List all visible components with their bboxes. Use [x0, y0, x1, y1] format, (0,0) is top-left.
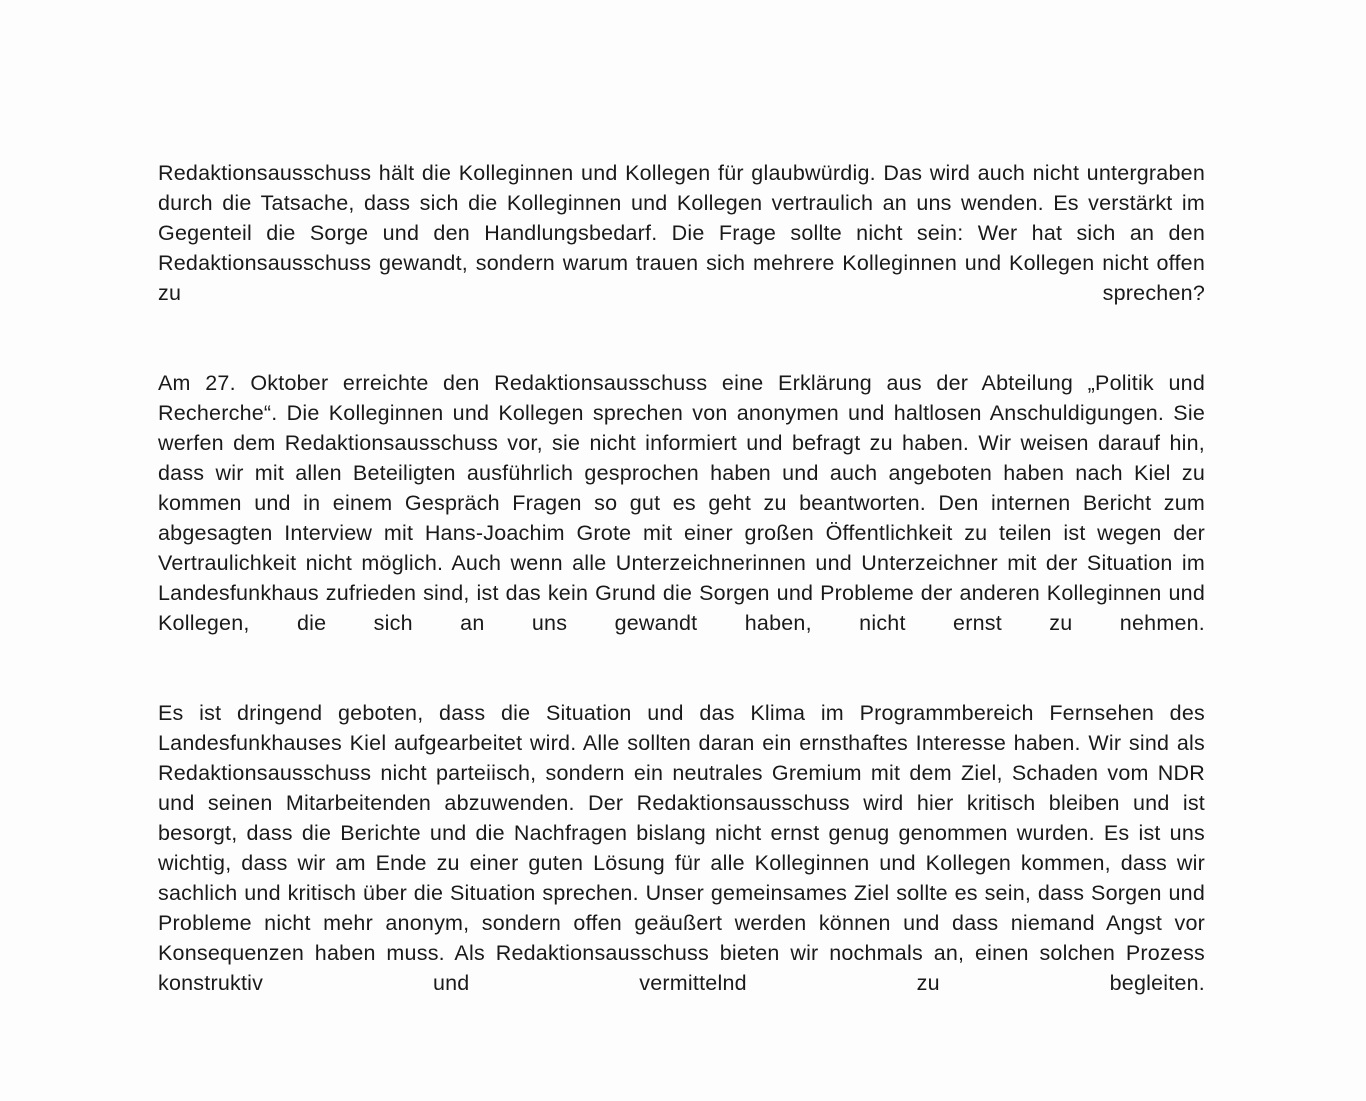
- paragraph-1: Redaktionsausschuss hält die Kolleginnen und Kollegen für glaubwürdig. Das wird auch nicht untergraben durch die Tatsache, dass sich die Kolleginnen und Kollegen vertraulich an uns wenden. Es verstärkt im Gegenteil die Sorge und den Handlungsbedarf. Die Frage sollte nicht sein: Wer hat sich an den Redaktionsausschuss gewandt, sondern warum trauen sich mehrere Kolleginnen und Kollegen nicht offen zu sprechen?: [158, 161, 1205, 305]
- paragraph-2: Am 27. Oktober erreichte den Redaktionsausschuss eine Erklärung aus der Abteilung „Politik und Recherche“. Die Kolleginnen und Kollegen sprechen von anonymen und haltlosen Anschuldigungen. Sie werfen dem Redaktionsausschuss vor, sie nicht informiert und befragt zu haben. Wir weisen darauf hin, dass wir mit allen Beteiligten ausführlich gesprochen haben und auch angeboten haben nach Kiel zu kommen und in einem Gespräch Fragen so gut es geht zu beantworten. Den internen Bericht zum abgesagten Interview mit Hans-Joachim Grote mit einer großen Öffentlichkeit zu teilen ist wegen der Vertraulichkeit nicht möglich. Auch wenn alle Unterzeichnerinnen und Unterzeichner mit der Situation im Landesfunkhaus zufrieden sind, ist das kein Grund die Sorgen und Probleme der anderen Kolleginnen und Kollegen, die sich an uns gewandt haben, nicht ernst zu nehmen.: [158, 371, 1205, 635]
- document-text-column: [158, 158, 1205, 1028]
- paragraph-3: Es ist dringend geboten, dass die Situation und das Klima im Programmbereich Fernsehen des Landesfunkhauses Kiel aufgearbeitet wird. Alle sollten daran ein ernsthaftes Interesse haben. Wir sind als Redaktionsausschuss nicht parteiisch, sondern ein neutrales Gremium mit dem Ziel, Schaden vom NDR und seinen Mitarbeitenden abzuwenden. Der Redaktionsausschuss wird hier kritisch bleiben und ist besorgt, dass die Berichte und die Nachfragen bislang nicht ernst genug genommen wurden. Es ist uns wichtig, dass wir am Ende zu einer guten Lösung für alle Kolleginnen und Kollegen kommen, dass wir sachlich und kritisch über die Situation sprechen. Unser gemeinsames Ziel sollte es sein, dass Sorgen und Probleme nicht mehr anonym, sondern offen geäußert werden können und dass niemand Angst vor Konsequenzen haben muss. Als Redaktionsausschuss bieten wir nochmals an, einen solchen Prozess konstruktiv und vermittelnd zu begleiten.: [158, 701, 1205, 995]
